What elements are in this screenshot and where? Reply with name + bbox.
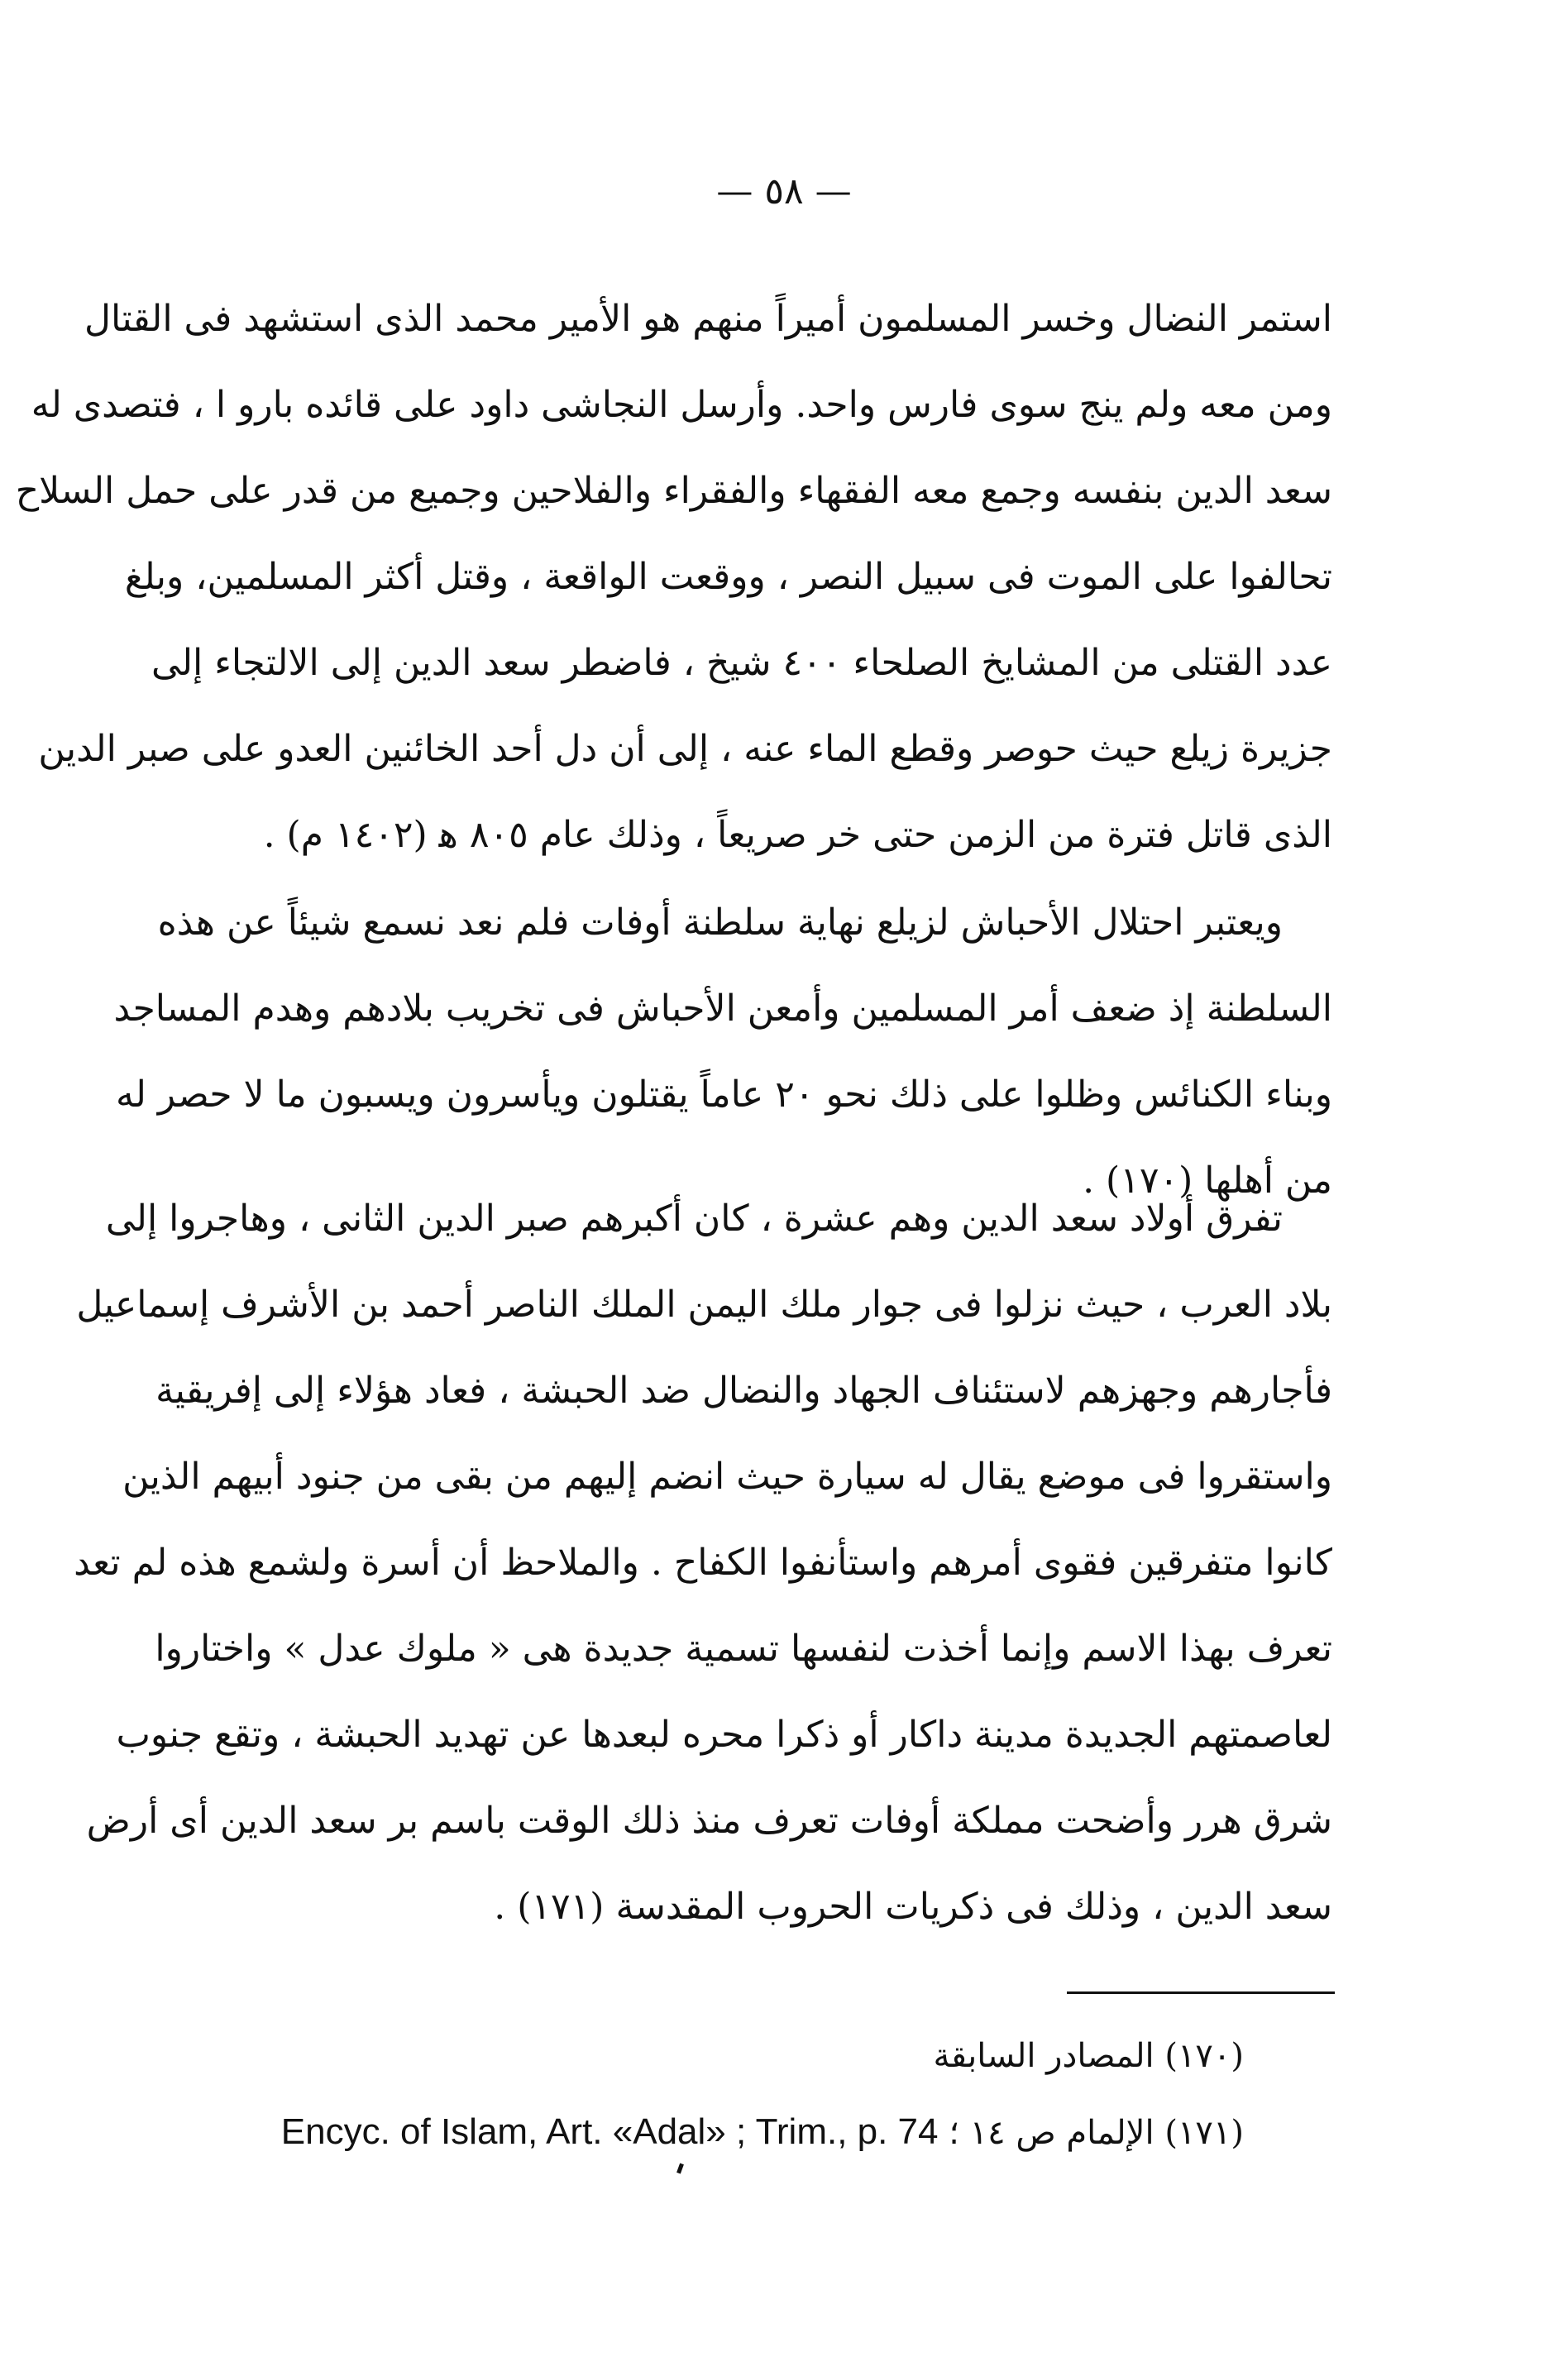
- paragraph-1: [15, 276, 1332, 878]
- text-line: سعد الدين ، وذلك فى ذكريات الحروب المقدسة (١٧١) .: [494, 1886, 1332, 1928]
- text-line: تحالفوا على الموت فى سبيل النصر ، ووقعت الواقعة ، وقتل أكثر المسلمين، وبلغ: [124, 556, 1332, 598]
- footnote-171-text: (١٧١) الإلمام ص ١٤ ؛: [949, 2114, 1244, 2152]
- text-line: عدد القتلى من المشايخ الصلحاء ٤٠٠ شيخ ، فاضطر سعد الدين إلى الالتجاء إلى: [151, 642, 1332, 684]
- paragraph-3: [74, 1176, 1332, 1950]
- page-number: — ٥٨ —: [716, 170, 852, 213]
- text-line: ويعتبر احتلال الأحباش لزيلع نهاية سلطنة أوفات فلم نعد نسمع شيئاً عن هذه: [157, 901, 1283, 944]
- text-line: جزيرة زيلع حيث حوصر وقطع الماء عنه ، إلى أن دل أحد الخائنين العدو على صبر الدين: [38, 728, 1332, 770]
- footnote-171-reference: Encyc. of Islam, Art. «Adal» ; Trim., p. 74: [280, 2111, 939, 2152]
- text-line: شرق هرر وأضحت مملكة أوفات تعرف منذ ذلك الوقت باسم بر سعد الدين أى أرض: [86, 1800, 1332, 1842]
- text-line: الذى قاتل فترة من الزمن حتى خر صريعاً ، وذلك عام ٨٠٥ ﻫ (١٤٠٢ م) .: [263, 814, 1332, 856]
- text-line: لعاصمتهم الجديدة مدينة داكار أو ذكرا محره لبعدها عن تهديد الحبشة ، وتقع جنوب: [116, 1714, 1332, 1756]
- text-line: ومن معه ولم ينج سوى فارس واحد. وأرسل النجاشى داود على قائده بارو ا ، فتصدى له: [31, 384, 1332, 426]
- footnotes: [195, 2018, 1244, 2171]
- text-line: فأجارهم وجهزهم لاستئناف الجهاد والنضال ضد الحبشة ، فعاد هؤلاء إلى إفريقية: [155, 1370, 1332, 1412]
- footnote-171: [195, 2094, 1244, 2171]
- text-line: تفرق أولاد سعد الدين وهم عشرة ، كان أكبرهم صبر الدين الثانى ، وهاجروا إلى: [105, 1198, 1283, 1240]
- footnote-170: [195, 2018, 1244, 2094]
- footnote-170-text: (١٧٠) المصادر السابقة: [933, 2037, 1244, 2075]
- text-line: من أهلها (١٧٠) .: [1083, 1159, 1332, 1202]
- text-line: السلطنة إذ ضعف أمر المسلمين وأمعن الأحباش فى تخريب بلادهم وهدم المساجد: [113, 987, 1332, 1030]
- text-line: كانوا متفرقين فقوى أمرهم واستأنفوا الكفاح . والملاحظ أن أسرة ولشمع هذه لم تعد: [74, 1542, 1332, 1584]
- text-line: وبناء الكنائس وظلوا على ذلك نحو ٢٠ عاماً يقتلون ويأسرون ويسبون ما لا حصر له: [115, 1073, 1332, 1116]
- text-line: واستقروا فى موضع يقال له سيارة حيث انضم إليهم من بقى من جنود أبيهم الذين: [122, 1456, 1332, 1498]
- text-line: استمر النضال وخسر المسلمون أميراً منهم هو الأمير محمد الذى استشهد فى القتال: [84, 298, 1332, 340]
- text-line: بلاد العرب ، حيث نزلوا فى جوار ملك اليمن الملك الناصر أحمد بن الأشرف إسماعيل: [76, 1284, 1332, 1326]
- footnote-divider: [1067, 1991, 1335, 1994]
- text-line: تعرف بهذا الاسم وإنما أخذت لنفسها تسمية جديدة هى « ملوك عدل » واختاروا: [155, 1628, 1332, 1670]
- paragraph-2: [113, 880, 1332, 1224]
- text-line: سعد الدين بنفسه وجمع معه الفقهاء والفقراء والفلاحين وجميع من قدر على حمل السلاح: [15, 470, 1332, 512]
